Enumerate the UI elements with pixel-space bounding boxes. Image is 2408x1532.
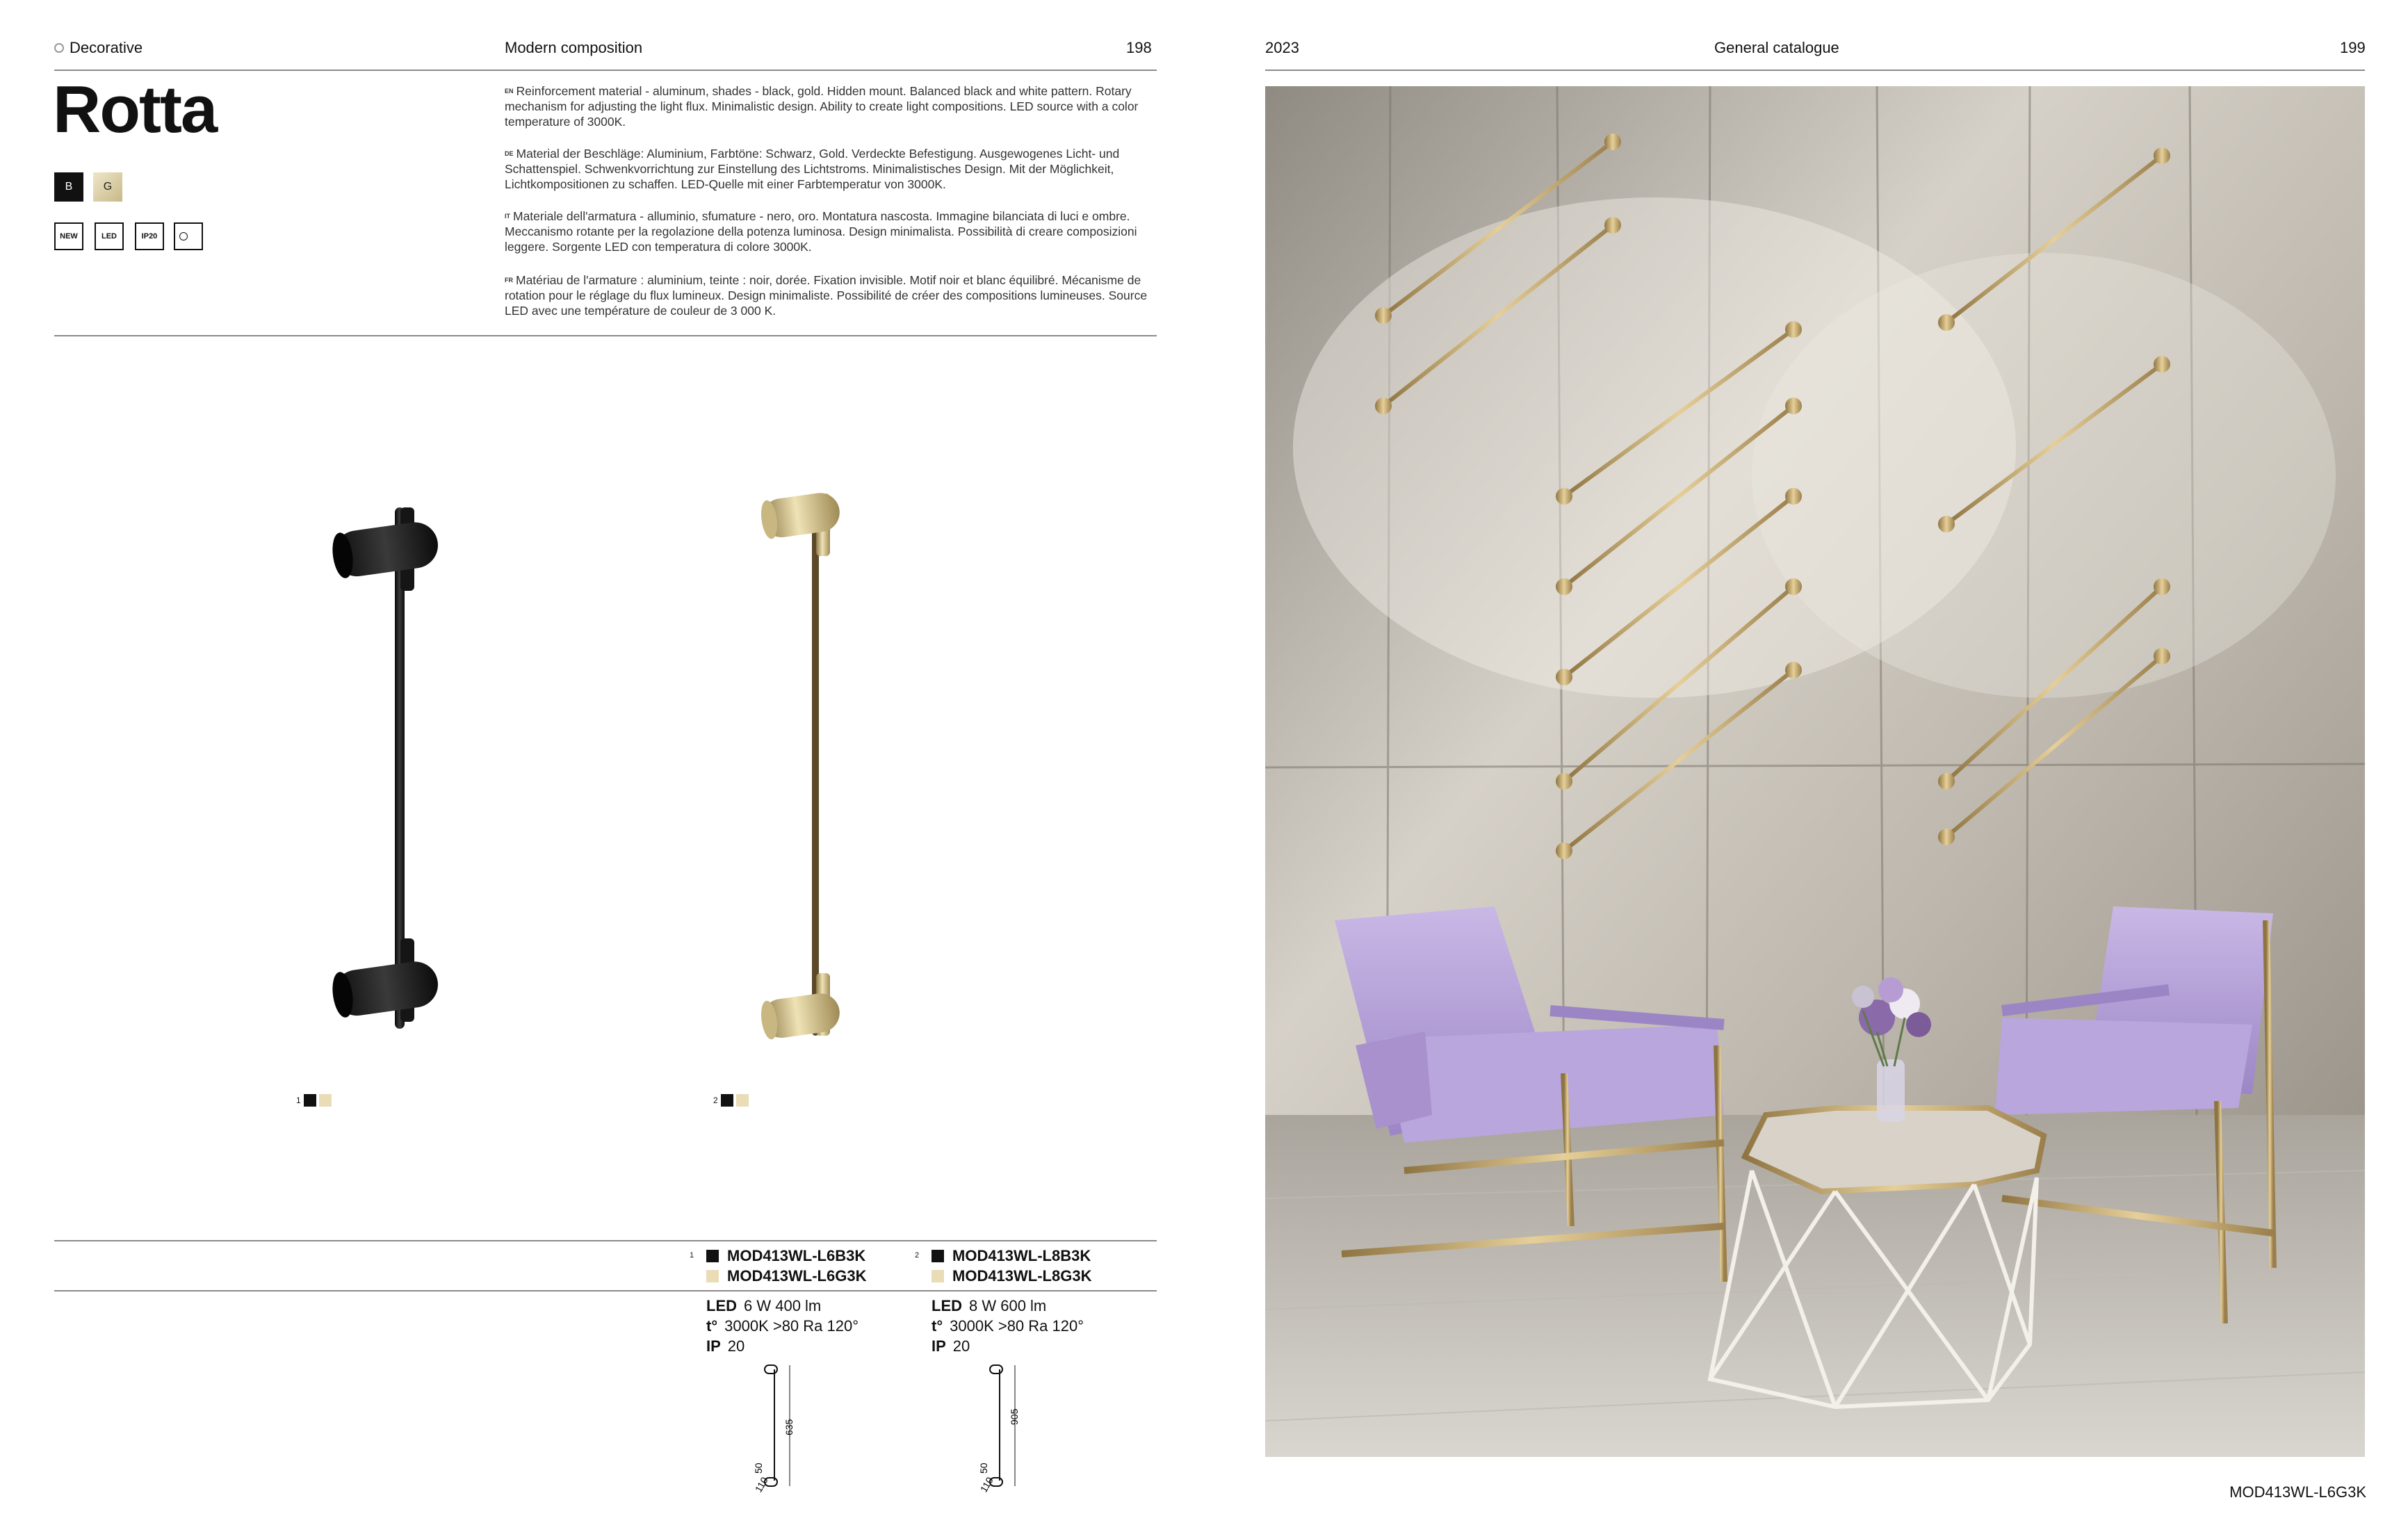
badge-new: NEW bbox=[54, 222, 83, 250]
lang-code: IT bbox=[505, 213, 510, 220]
product-title: Rotta bbox=[53, 72, 217, 147]
figure-number: 1 bbox=[296, 1095, 301, 1105]
interior-photo-illustration bbox=[1265, 86, 2365, 1457]
model-index: 2 bbox=[915, 1251, 920, 1260]
model-code: MOD413WL-L6G3K bbox=[727, 1267, 867, 1285]
figure-label-2 bbox=[713, 1094, 749, 1107]
lang-code: DE bbox=[505, 150, 514, 157]
model-code-row bbox=[932, 1246, 1091, 1266]
model-code-row bbox=[706, 1246, 866, 1266]
badge-ip20: IP20 bbox=[135, 222, 164, 250]
black-swatch-icon bbox=[706, 1250, 719, 1262]
finish-swatch-black: B bbox=[54, 172, 83, 202]
description-en bbox=[505, 83, 1158, 129]
right-subtitle: General catalogue bbox=[1714, 39, 1839, 56]
product-image-gold bbox=[751, 480, 862, 1050]
model-code: MOD413WL-L8G3K bbox=[952, 1267, 1092, 1285]
dimension-depth: 110 bbox=[752, 1475, 770, 1494]
product-image-black bbox=[306, 494, 459, 1043]
spec-led: LED 8 W 600 lm bbox=[932, 1297, 1047, 1314]
lang-code: FR bbox=[505, 277, 513, 284]
right-page-number: 199 bbox=[2340, 39, 2366, 56]
spec-temperature: t° 3000K >80 Ra 120° bbox=[706, 1317, 859, 1335]
model-group-2 bbox=[915, 1246, 1092, 1286]
right-year: 2023 bbox=[1265, 39, 1299, 56]
figure-number: 2 bbox=[713, 1095, 718, 1105]
section-label bbox=[54, 39, 143, 57]
spec-temperature: t° 3000K >80 Ra 120° bbox=[932, 1317, 1084, 1335]
dimension-height: 905 bbox=[1009, 1408, 1020, 1425]
photo-caption: MOD413WL-L6G3K bbox=[2229, 1483, 2366, 1501]
dimension-offset: 50 bbox=[753, 1462, 764, 1474]
description-rule bbox=[54, 335, 1157, 336]
spec-ip: IP 20 bbox=[706, 1337, 745, 1355]
model-code-row bbox=[932, 1266, 1091, 1286]
circle-icon bbox=[179, 232, 188, 241]
description-de bbox=[505, 146, 1158, 192]
model-code-row bbox=[706, 1266, 866, 1286]
spec-block-2 bbox=[932, 1296, 1084, 1356]
black-swatch-icon bbox=[721, 1094, 733, 1107]
model-table-mid-rule bbox=[54, 1290, 1157, 1291]
section-name: Decorative bbox=[70, 39, 143, 56]
dimension-depth: 110 bbox=[977, 1475, 995, 1494]
gold-swatch-icon bbox=[932, 1270, 944, 1282]
dimension-drawing-1 bbox=[751, 1355, 827, 1494]
spec-block-1 bbox=[706, 1296, 859, 1356]
description-text: Matériau de l'armature : aluminium, teinte : noir, dorée. Fixation invisible. Motif noir et blanc équilibré. Mécanisme de rotation pour le réglage du flux lumineux. Design minimaliste. Possibilité de créer des compositions lumineuses. Source LED avec une température de couleur de 3 000 K. bbox=[505, 273, 1148, 318]
gold-swatch-icon bbox=[736, 1094, 749, 1107]
dimension-height: 635 bbox=[783, 1419, 795, 1435]
model-group-1 bbox=[690, 1246, 867, 1286]
model-code: MOD413WL-L8B3K bbox=[952, 1247, 1091, 1264]
finish-swatch-gold: G bbox=[93, 172, 122, 202]
spec-led: LED 6 W 400 lm bbox=[706, 1297, 822, 1314]
lang-code: EN bbox=[505, 88, 514, 95]
class-badge bbox=[174, 222, 203, 250]
badge-led: LED bbox=[95, 222, 124, 250]
interior-photo bbox=[1265, 86, 2365, 1457]
model-table-top-rule bbox=[54, 1240, 1157, 1241]
description-text: Materiale dell'armatura - alluminio, sfumature - nero, oro. Montatura nascosta. Immagine bilanciata di luci e ombre. Meccanismo rotante per la regolazione della potenza luminosa. Design minimalista. Possibilità di creare composizioni leggere. Sorgente LED con temperatura di colore 3000K. bbox=[505, 209, 1137, 254]
description-fr bbox=[505, 272, 1158, 318]
gold-swatch-icon bbox=[319, 1094, 332, 1107]
left-subtitle: Modern composition bbox=[505, 39, 643, 56]
left-page-number: 198 bbox=[1126, 39, 1152, 56]
left-header-rule bbox=[54, 70, 1157, 71]
black-swatch-icon bbox=[304, 1094, 316, 1107]
description-text: Material der Beschläge: Aluminium, Farbtöne: Schwarz, Gold. Verdeckte Befestigung. Ausgewogenes Licht- und Schattenspiel. Schwenkvorrichtung zur Einstellung des Lichtstroms. Minimalistisches Design. Mit der Möglichkeit, Lichtkompositionen zu schaffen. LED-Quelle mit einer Farbtemperatur von 3000K. bbox=[505, 147, 1120, 191]
spec-ip: IP 20 bbox=[932, 1337, 970, 1355]
dimension-offset: 50 bbox=[978, 1462, 989, 1474]
description-text: Reinforcement material - aluminum, shades - black, gold. Hidden mount. Balanced black and white pattern. Rotary mechanism for adjusting the light flux. Minimalistic design. Ability to create light compositions. LED source with a color temperature of 3000K. bbox=[505, 84, 1139, 129]
model-code: MOD413WL-L6B3K bbox=[727, 1247, 866, 1264]
model-index: 1 bbox=[690, 1251, 694, 1260]
description-it bbox=[505, 209, 1158, 254]
figure-label-1 bbox=[296, 1094, 332, 1107]
circle-icon bbox=[54, 43, 64, 53]
right-header-rule bbox=[1265, 70, 2365, 71]
black-swatch-icon bbox=[932, 1250, 944, 1262]
gold-swatch-icon bbox=[706, 1270, 719, 1282]
dimension-drawing-2 bbox=[976, 1355, 1052, 1494]
